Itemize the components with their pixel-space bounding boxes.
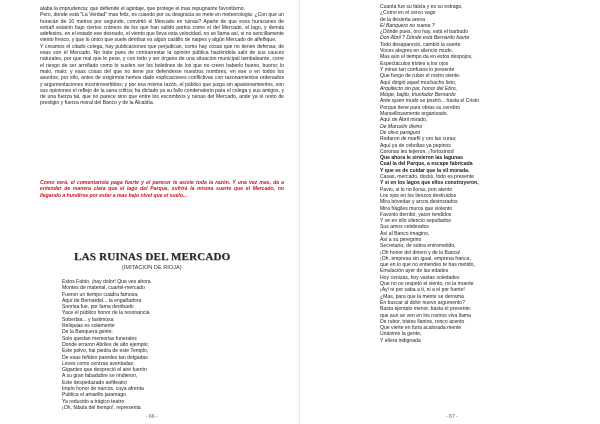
verse-line: Montes de material, cuartel-mercado: [62, 285, 145, 292]
verse-line: Miope, bajito, triunfador Bernardo: [380, 92, 456, 99]
verse-line: De Marcelín divino: [380, 123, 423, 130]
verse-line: Estos Fabio, ¡hay dolor! Que ves ahora: [62, 279, 151, 285]
verse-line: Unánime la gente,: [380, 331, 422, 338]
verse-line: Que no os respetó el viento, no la muerte: [380, 281, 474, 288]
verse-line: De rubor, tristes llantos, ronco acento: [380, 318, 465, 325]
verse-line: Así a su peregrino: [380, 236, 422, 243]
verse-line: Yace el público honor de la resonancia: [62, 310, 150, 317]
poem-verses-left: [62, 279, 262, 411]
verse-line: Fueron un tiempo cuadra famosa;: [62, 291, 139, 298]
verse-line: Y ellera indignada: [380, 337, 421, 344]
verse-line: Sus amos celebrados: [380, 224, 429, 231]
verse-line: De olivo paraguro: [380, 129, 421, 136]
verse-line: Sonrisa fue, por fama derribado: [62, 304, 134, 311]
poem-subtitle: (IMITACION DE RIOJA): [122, 265, 182, 271]
verse-line: Basta ejemplo menor, basta el presente;: [380, 306, 472, 313]
poem-title: LAS RUINAS DEL MERCADO: [74, 251, 231, 263]
editorial-note: Como verá, el comentarista paga fuerte y el parecer le asiste toda la razón. Y una vez mas, da a entender de manera clara que el lago del Parque, sufrirá la misma suerte que el Mercado, no llegando a hundirse por estar a mas bajo nivel que el suelo...: [40, 180, 284, 199]
verse-line: Emulación ayer de las edades: [380, 268, 449, 275]
verse-line: Arquitecto sin par, honor del Ebro,: [380, 85, 458, 92]
paragraph: alaba la imprudencia; que defiende el agiotaje, que protege el mas repugnante favoritismo.: [40, 6, 246, 12]
verse-line: Ya reducido a trágico teatro: [62, 398, 125, 405]
verse-line: El Banquero no suena ?: [380, 22, 435, 29]
verse-line: Que vierte en furia acalorada mente: [380, 325, 462, 332]
verse-line: Donde erraron Abriles de alto ejemplo;: [62, 341, 149, 348]
verse-line: De esas feñdes paredes tan delgadas: [62, 354, 148, 361]
verse-line: Reliquias es solamente: [62, 323, 115, 330]
verse-line: que en lo que no entiendes te has metido,: [380, 262, 475, 269]
verse-line: Porque tiene para obras su cerebro: [380, 104, 461, 111]
verse-line: ¿Como en el cerco vago: [380, 10, 436, 17]
verse-line: Aquí de Abril mirado,: [380, 117, 428, 124]
verse-line: Y si en los lagos que ellos construyeron,: [380, 180, 479, 187]
verse-line: Impío honor de narcos, cuya afrenta: [62, 386, 144, 393]
verse-line: En buscar al dolor nuevo argumento?: [380, 299, 465, 306]
verse-line: Publica el amarillo jaramago: [62, 392, 126, 399]
verse-line: Voces alegres en silencio mudo.: [380, 48, 454, 55]
verse-line: ¡Ay! ni por saba a ti, ni a el por fuerte!: [380, 287, 465, 294]
verse-line: Este despedazado anfiteatro: [62, 379, 127, 386]
verse-line: Favonio derribó, yacer tendidos: [380, 211, 452, 218]
verse-line: Mira bóvedas y arcos destrozados: [380, 199, 458, 206]
verse-line: Todo desapareció, cambió la suerte: [380, 41, 461, 48]
paragraph: Pero, donde está "La Verdad" mas feliz, es cuando por su desgracia se mete en meteorologia: ¿Con que un huracán de 10 metros por segundo, convirtió el Mercado en ruinas? Aparte de que esos huracanes de estrañ estanín bajo ciertos cráneos de los que han salido partos como el del Mercado, el lago, y demás adefesios, en el estado ese desnudo, el viento que lleva esta velocidad, no se llama así, si no sencillamente viento fresco, y que lo único que suele derribar es algún castillo de naipes y algún Mercado de alfeñique.: [40, 12, 284, 44]
verse-line: Así al Banco imagino,: [380, 230, 430, 237]
verse-line: ¡Oh, fábula del tiempo!, representa: [62, 404, 141, 411]
verse-line: Maravillosamente organizado.: [380, 111, 448, 118]
verse-line: Y miran tan confusos lo presente: [380, 66, 455, 73]
verse-line: Aquí dirigió aquel muchacho listo,: [380, 79, 457, 86]
verse-line: Mira frágiles muros que violento: [380, 205, 453, 212]
poem-verses-right: [380, 4, 580, 344]
verse-line: Hoy cenizas, hoy vastas soledades: [380, 274, 460, 281]
verse-line: Pavio, si lo no lloras, pon atento: [380, 186, 453, 193]
verse-line: Y ve en ello silencio sepultados: [380, 218, 451, 225]
verse-line: Rodaron de marfil y oro las curas;: [380, 136, 457, 143]
verse-line: Secretario, de sobra entrometido,: [380, 243, 456, 250]
verse-line: ¡Oh honor del dinero y de la Banca!: [380, 249, 461, 256]
verse-line: de la desierta arena: [380, 16, 426, 23]
verse-line: A su gran fabadubre se rindieron,: [62, 373, 138, 380]
verse-line: Aquí ya de ceboltas ya pepinos: [380, 142, 451, 149]
page-number-left: - 66 -: [146, 414, 158, 420]
right-page: [300, 0, 600, 424]
verse-line: Don Abril ? Dónde está Bernardo fuerte: [380, 35, 470, 42]
verse-line: Coronas les tejieron, ¡Tortosinos!: [380, 148, 455, 155]
verse-line: que aun se ven en los rostros viva llama: [380, 312, 471, 319]
verse-line: Espectáculos tristes a los ojos: [380, 60, 449, 67]
verse-line: Que ahora le sirvieron las lagunas: [380, 155, 463, 162]
verse-line: Cual la del Parque, a escape fabricada: [380, 161, 473, 168]
verse-line: Cuanta fue su falsía y es su estrago,: [380, 4, 463, 10]
verse-line: Los ojos en los lienzos destruidos: [380, 192, 457, 199]
verse-line: Mas aún el tiempo da en estos despojos,: [380, 54, 473, 61]
paragraph: Y creamos el citado colega, hay publicaciones que perjudican, como hay cosas que no tienen defensa; de esas son el Mercado. No trate pues de contrarrestar la opinión pública haciéndola salir de sus cauces naturales, por que mal que le pese, y con todo y ser órgano de una situacion municipal tambaleante, corre el riesgo de ser arrollado como lo suelen ser los boletines de los que no creen haberlo bueno, bueno; lo malo, malo; y esas cosas del que no tiene por defenderse nuestros nombres, en ese o en todos los asuntos; por ello, antes de exigirmos hemos dado explicaciones conflictivas con razonamientos ordenados y argumentaciones incontrovertibles; y por esa misma razón, el público que juzga sin apasionamientos, son sus opiniones el reflejo de la sana critica; ha dictado ya su fallo condenatorio para el colega y sus amigos, y de una fuerza tal, que no parece sino que entre los escombros y ruinas del Mercado, ande ya el resto de prestigio y fuerza moral del Banco y de la Alcaldía.: [40, 43, 284, 107]
page-number-right: - 67 -: [446, 414, 458, 420]
verse-line: ¿Mas, para que la mente se derrama: [380, 293, 464, 300]
verse-line: Este polvo, hai piedra de este Templo,: [62, 348, 149, 355]
verse-line: Que fuego de rubor el rostro siente.: [380, 73, 461, 80]
verse-line: Aquí de Bernardel... la engañadora: [62, 297, 142, 304]
verse-line: Y que es de cuidar que la vil morada.: [380, 167, 470, 174]
verse-line: Gigantes que despreció el aire fuerón: [62, 367, 147, 374]
verse-line: Leves como cenizas aventadas;: [62, 360, 135, 367]
verse-line: Solo quedan memorias funerales: [62, 335, 137, 342]
verse-line: ¿Dónde pues, oro hay, está el barbudo: [380, 29, 468, 36]
verse-line: De la Banquera gente.: [62, 329, 113, 336]
verse-line: Casas, mercado, docks, todo es presente: [380, 174, 475, 181]
verse-line: Ante quien mudo se postró... hasta el Cristo: [380, 98, 480, 105]
article-body: [40, 6, 284, 107]
verse-line: Soberbia... y lastimosa: [62, 316, 114, 323]
verse-line: ¡Oh, empresa sin igual, empresa franca,: [380, 255, 471, 262]
